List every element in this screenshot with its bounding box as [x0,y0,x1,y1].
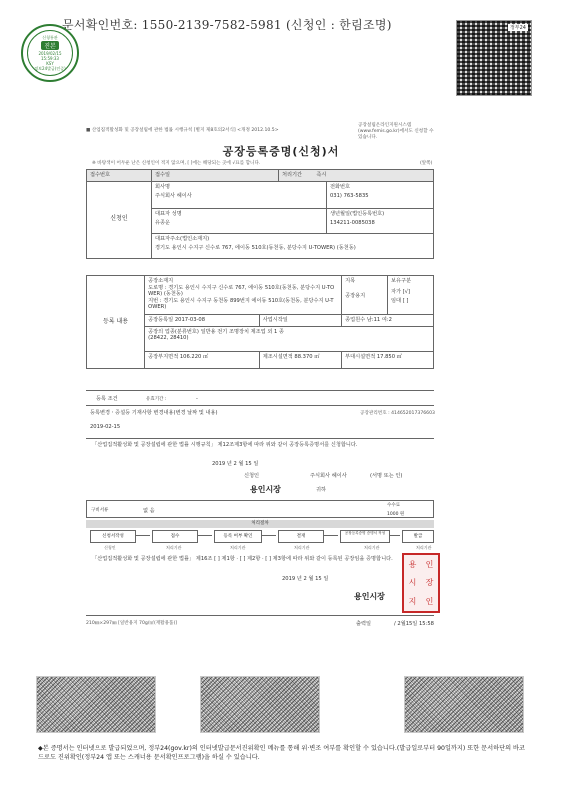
qr-label: 정부24 [509,25,526,31]
representative-name: 유종운 [155,220,171,226]
company-name-label: 회사명 [155,183,171,190]
factory-location-line-2: WER) (동천동) [148,291,183,297]
manufacturing-area: 제조시설면적 88.370 ㎡ [262,353,320,360]
stamp-char: 지 [408,597,417,607]
certification-date: 2019 년 2 월 15 일 [282,576,329,582]
print-time-label: 출력일 [356,621,372,627]
official-red-stamp [402,553,440,613]
issuer-name: 용인시장 [354,592,385,601]
seal-top-text: 신청통관 [42,35,58,40]
seal-code: KSY [46,61,54,66]
seal-org: 정보24발급(인증) [34,66,66,71]
industry-code: (28422, 28410) [148,335,189,341]
stamp-char: 시 [408,578,417,588]
barcode-image-3 [404,676,524,733]
management-number: 공장관리번호 : 414652017376603 [360,411,435,416]
request-date: 2019 년 2 월 15 일 [212,461,259,467]
procedure-title: 처리절차 [86,520,434,528]
representative-address: 경기도 용인시 수지구 신수로 767, 에이동 510호(동천동, 분당수지 U-TOWER) (동천동) [155,245,356,251]
step-actor: 처리기관 [166,545,182,550]
birthdate-label: 생년월일(법인등록번호) [330,210,385,217]
change-date: 2019-02-15 [90,424,121,430]
conditions-label: 등록 조건 [96,396,118,402]
document-verification-number: 문서확인번호: 1550-2139-7582-5981 (신청인 : 한림조명) [62,18,392,32]
stamp-char: 장 [425,578,434,588]
procedure-flow [86,530,434,544]
paper-spec: 210㎜×297㎜ [일반용지 70g/㎡(재활용품)] [86,621,178,626]
authenticity-seal [21,24,79,82]
request-recipient: 용인시장 [250,485,281,494]
seal-time: 15:59:33 [41,56,59,61]
factory-location-line-1: 도로명 : 경기도 용인시 수지구 신수로 767, 에이동 510호(동천동, 분당수지 U-TO [148,284,335,291]
processing-period: 즉시 [316,172,327,178]
registration-table [86,275,434,369]
phone-label: 전화번호 [330,183,351,190]
form-table [86,169,434,259]
registration-date: 공장등록일 2017-03-08 [148,317,205,323]
receipt-date-label: 접수일 [155,172,171,178]
step-actor: 신청인 [104,545,116,550]
factory-location-line-3: 지번 : 경기도 용인시 수지구 동천동 899번지 에이동 510호(동천동, 분당수지 U-T [148,297,334,304]
receipt-row [87,170,434,182]
fee-row [86,500,434,518]
industry-type: 공장의 업종(분류번호) 일반용 전기 조명장치 제조업 외 1 종 [148,328,284,335]
ownership-label: 보유구분 [391,278,412,284]
processing-period-label: 처리기간 [282,172,303,178]
form-note: ※ 바탕색이 어두운 난은 신청인이 적지 않으며, [ ]에는 해당되는 곳에 √표를 합니다. [92,161,261,166]
page-side-note: (앞쪽) [420,161,433,166]
step-box: 발급 [402,530,434,543]
land-category-label: 지목 [345,278,356,284]
footer-notice: ◆본 증명서는 인터넷으로 발급되었으며, 정부24(gov.kr)의 인터넷발급문서진위확인 메뉴를 통해 위·변조 여부를 확인할 수 있습니다.(발급일로부터 90일까지) 또한 문서하단의 바코드로도 진위확인(정부24 앱 또는 스캐너용 문서확인프로그램)을 하실 수 있습니다. [38,745,525,761]
qr-code-image [456,20,532,96]
site-area: 공장부지면적 106.220 ㎡ [148,353,209,360]
auxiliary-area: 부대시설면적 17.850 ㎡ [345,353,402,360]
validity-label: 유효기간 : [146,397,167,402]
corporate-registration-number: 134211-0085038 [330,220,375,226]
fee-value: 1000 원 [387,512,405,517]
phone-number: 031) 763-5835 [330,193,369,199]
representative-label: 대표자 성명 [155,210,182,217]
request-sign-hint: (서명 또는 인) [370,473,403,479]
step-box: 신청서작성 [90,530,136,543]
receipt-no-label: 접수번호 [90,172,111,178]
fee-label: 수수료 [387,503,401,508]
step-actor: 처리기관 [364,545,380,550]
representative-address-label: 대표자주소(법인소재지) [155,235,210,242]
request-recipient-suffix: 귀하 [316,487,327,493]
step-box: 등록 여부 확인 [214,530,262,543]
conditions-row [86,390,434,406]
ownership-self: 자가 [√] [391,288,411,295]
request-applicant-label: 신청인 [244,473,260,479]
documents-label: 구비서류 [91,508,109,513]
registration-section-label: 등록 내용 [87,276,145,369]
step-box: 공장등록증명 증명서 작성 [340,530,390,543]
step-actor: 처리기관 [294,545,310,550]
company-name: 주식회사 헤이사 [155,193,192,199]
certification-statement: 「산업집적활성화 및 공장설립에 관한 법률」 제16조 [ ] 제1항 · [ ] 제2항 · [ ] 제3항에 따라 위와 같이 등록된 공장임을 증명합니다. [92,556,393,562]
step-box: 결재 [278,530,324,543]
factory-location-line-4: OWER) [148,304,167,310]
land-category: 공장용지 [345,292,366,299]
request-applicant-name: 주식회사 헤이사 [310,473,347,479]
stamp-char: 인 [425,597,434,607]
factory-location-label: 공장소재지 [148,278,174,284]
request-statement: 「산업집적활성화 및 공장설립에 관한 법률 시행규칙」 제12조제3항에 따라 위와 같이 공장등록증명서를 신청합니다. [92,442,358,448]
documents-value: 없 음 [143,508,155,514]
stamp-char: 용 [408,559,417,569]
change-history-label: 등록변경ㆍ증설등 기재사항 변경내용(변경 날짜 및 내용) [90,410,218,416]
employee-count: 종업원수 남:11 여:2 [345,317,392,323]
online-reference: 공장설립온라인지원시스템(www.femis.go.kr)에서도 신청할 수 있습니다. [358,123,434,140]
print-time: / 2월15일 15:58 [394,621,434,627]
step-actor: 처리기관 [416,545,432,550]
step-box: 접수 [152,530,198,543]
barcode-image-2 [200,676,320,733]
law-reference: ■ 산업집적활성화 및 공장설립에 관한 법률 시행규칙 [별지 제8호의2서식] <개정 2012.10.5> [86,128,279,133]
validity-value: - [196,396,198,402]
form-title: 공장등록증명(신청)서 [222,145,340,158]
stamp-char: 인 [425,559,434,569]
seal-date: 2019/02/15 [38,51,62,56]
seal-badge: 진본 [41,41,59,50]
ownership-rent: 임대 [ ] [391,298,409,304]
applicant-section-label: 신청인 [87,181,152,258]
step-actor: 처리기관 [230,545,246,550]
barcode-image-1 [36,676,156,733]
business-start-label: 사업시작일 [262,317,288,323]
